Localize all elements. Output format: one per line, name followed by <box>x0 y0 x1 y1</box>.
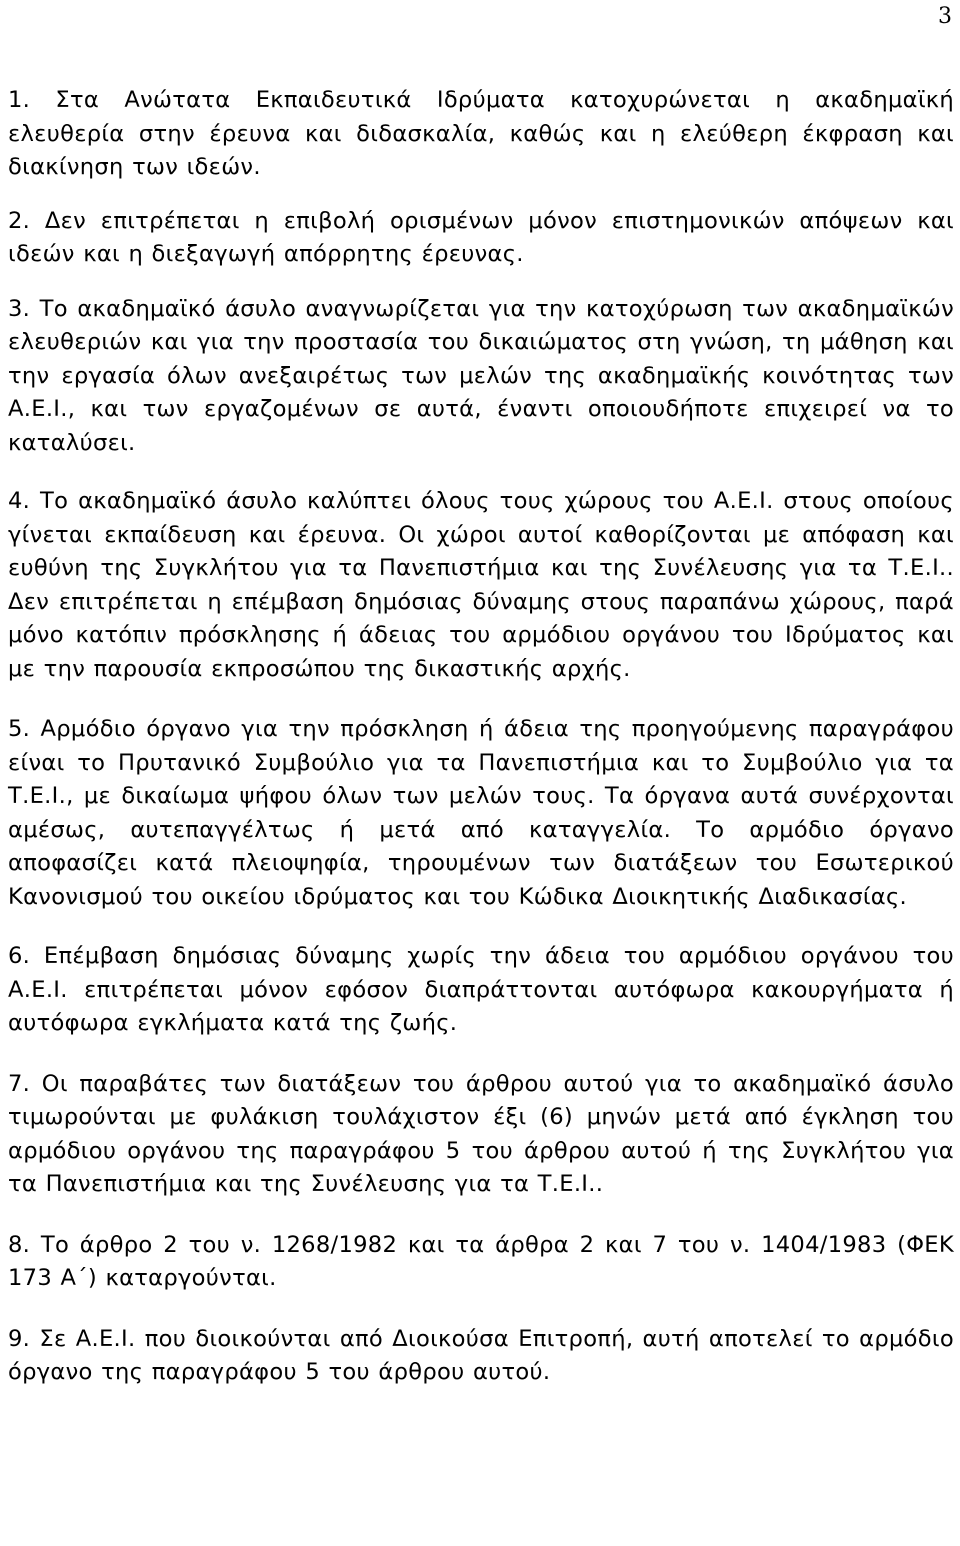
paragraph-5: 5. Αρμόδιο όργανο για την πρόσκληση ή άδεια της προηγούμενης παραγράφου είναι το Πρυτανικό Συμβούλιο για τα Πανεπιστήμια και το Συμβούλιο για τα Τ.Ε.Ι., με δικαίωμα ψήφου όλων των μελών τους. Τα όργανα αυτά συνέρχονται αμέσως, αυτεπαγγέλτως ή μετά από καταγγελία. Το αρμόδιο όργανο αποφασίζει κατά πλειοψηφία, τηρουμένων των διατάξεων του Εσωτερικού Κανονισμού του οικείου ιδρύματος και του Κώδικα Διοικητικής Διαδικασίας. <box>8 716 954 910</box>
paragraph-7: 7. Οι παραβάτες των διατάξεων του άρθρου αυτού για το ακαδημαϊκό άσυλο τιμωρούνται με φυλάκιση τουλάχιστον έξι (6) μηνών μετά από έγκληση του αρμόδιου οργάνου της παραγράφου 5 του άρθρου αυτού ή της Συγκλήτου για τα Πανεπιστήμια και της Συνέλευσης για τα Τ.Ε.Ι.. <box>8 1070 954 1197</box>
paragraph-8: 8. Το άρθρο 2 του ν. 1268/1982 και τα άρθρα 2 και 7 του ν. 1404/1983 (ΦΕΚ 173 Α΄) καταργούνται. <box>8 1231 954 1291</box>
paragraph-1: 1. Στα Ανώτατα Εκπαιδευτικά Ιδρύματα κατοχυρώνεται η ακαδημαϊκή ελευθερία στην έρευνα και διδασκαλία, καθώς και η ελεύθερη έκφραση και διακίνηση των ιδεών. <box>8 87 954 180</box>
paragraph-3: 3. Το ακαδημαϊκό άσυλο αναγνωρίζεται για την κατοχύρωση των ακαδημαϊκών ελευθεριών και για την προστασία του δικαιώματος στη γνώση, τη μάθηση και την εργασία όλων ανεξαιρέτως των μελών της ακαδημαϊκής κοινότητας των Α.Ε.Ι., και των εργαζομένων σε αυτά, έναντι οποιουδήποτε επιχειρεί να το καταλύσει. <box>8 295 954 456</box>
paragraph-2: 2. Δεν επιτρέπεται η επιβολή ορισμένων μόνον επιστημονικών απόψεων και ιδεών και η διεξαγωγή απόρρητης έρευνας. <box>8 207 954 267</box>
paragraph-6: 6. Επέμβαση δημόσιας δύναμης χωρίς την άδεια του αρμόδιου οργάνου του Α.Ε.Ι. επιτρέπεται μόνον εφόσον διαπράττονται αυτόφωρα κακουργήματα ή αυτόφωρα εγκλήματα κατά της ζωής. <box>8 943 954 1036</box>
document-body <box>8 84 954 1417</box>
paragraph-9: 9. Σε Α.Ε.Ι. που διοικούνται από Διοικούσα Επιτροπή, αυτή αποτελεί το αρμόδιο όργανο της παραγράφου 5 του άρθρου αυτού. <box>8 1325 954 1385</box>
paragraph-4: 4. Το ακαδημαϊκό άσυλο καλύπτει όλους τους χώρους του Α.Ε.Ι. στους οποίους γίνεται εκπαίδευση και έρευνα. Οι χώροι αυτοί καθορίζονται με απόφαση και ευθύνη της Συγκλήτου για τα Πανεπιστήμια και της Συνέλευσης για τα Τ.Ε.Ι.. Δεν επιτρέπεται η επέμβαση δημόσιας δύναμης στους παραπάνω χώρους, παρά μόνο κατόπιν πρόσκλησης ή άδειας του αρμόδιου οργάνου του Ιδρύματος και με την παρουσία εκπροσώπου της δικαστικής αρχής. <box>8 488 954 682</box>
page-number: 3 <box>938 4 952 29</box>
